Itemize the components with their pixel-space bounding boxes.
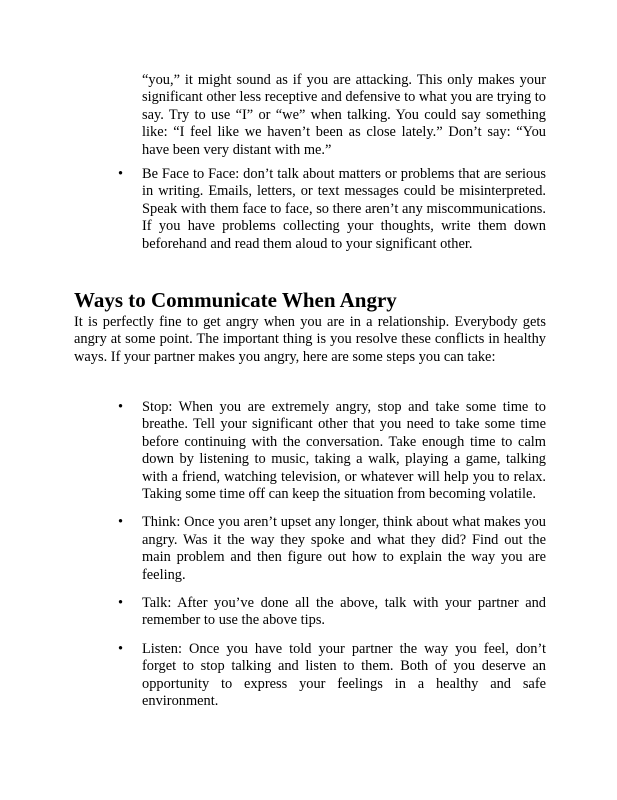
bullet-item-listen: [0, 641, 617, 711]
bullet-marker: •: [118, 399, 124, 415]
bullet-item-talk: [0, 595, 617, 630]
bullet-text: Be Face to Face: don’t talk about matters or problems that are serious in writing. Emails, letters, or text messages could be misinterpreted. Speak with them face to face, so there aren’t any miscommunications. If you have problems collecting your thoughts, write them down beforehand and read them aloud to your significant other.: [142, 166, 546, 252]
bullet-item-face-to-face: [0, 166, 617, 253]
bullet-marker: •: [118, 514, 124, 531]
bullet-marker: •: [118, 595, 124, 612]
bullet-text: Think: Once you aren’t upset any longer, think about what makes you angry. Was it the way they spoke and what they did? Find out the main problem and then figure out how to explain the way you are feeling.: [142, 514, 546, 583]
section-intro-paragraph: It is perfectly fine to get angry when you are in a relationship. Everybody gets angry at some point. The important thing is you resolve these conflicts in healthy ways. If your partner makes you angry, here are some steps you can take:: [74, 314, 546, 365]
top-bullet-list: [0, 166, 617, 253]
bullet-item-think: [0, 514, 617, 584]
bullet-item-stop: [0, 399, 617, 503]
bullet-marker: •: [118, 640, 124, 657]
continuation-paragraph: “you,” it might sound as if you are attacking. This only makes your significant other less receptive and defensive to what you are trying to say. Try to use “I” or “we” when talking. You could say something like: “I feel like we haven’t been as close lately.” Don’t say: “You have been very distant with me.”: [142, 72, 547, 158]
section-heading: Ways to Communicate When Angry: [74, 288, 397, 312]
bullet-marker: •: [118, 166, 124, 182]
anger-steps-list: [0, 399, 617, 722]
bullet-text: Talk: After you’ve done all the above, talk with your partner and remember to use the above tips.: [142, 595, 546, 629]
bullet-text: Listen: Once you have told your partner the way you feel, don’t forget to stop talking and listen to them. Both of you deserve an opportunity to express your feelings in a healthy and safe environment.: [142, 640, 546, 710]
bullet-text: Stop: When you are extremely angry, stop and take some time to breathe. Tell your significant other that you need to take some time before continuing with the conversation. Take enough time to calm down by listening to music, taking a walk, playing a game, talking with a friend, watching television, or whatever will help you to relax. Taking some time off can keep the situation from becoming volatile.: [142, 399, 546, 503]
